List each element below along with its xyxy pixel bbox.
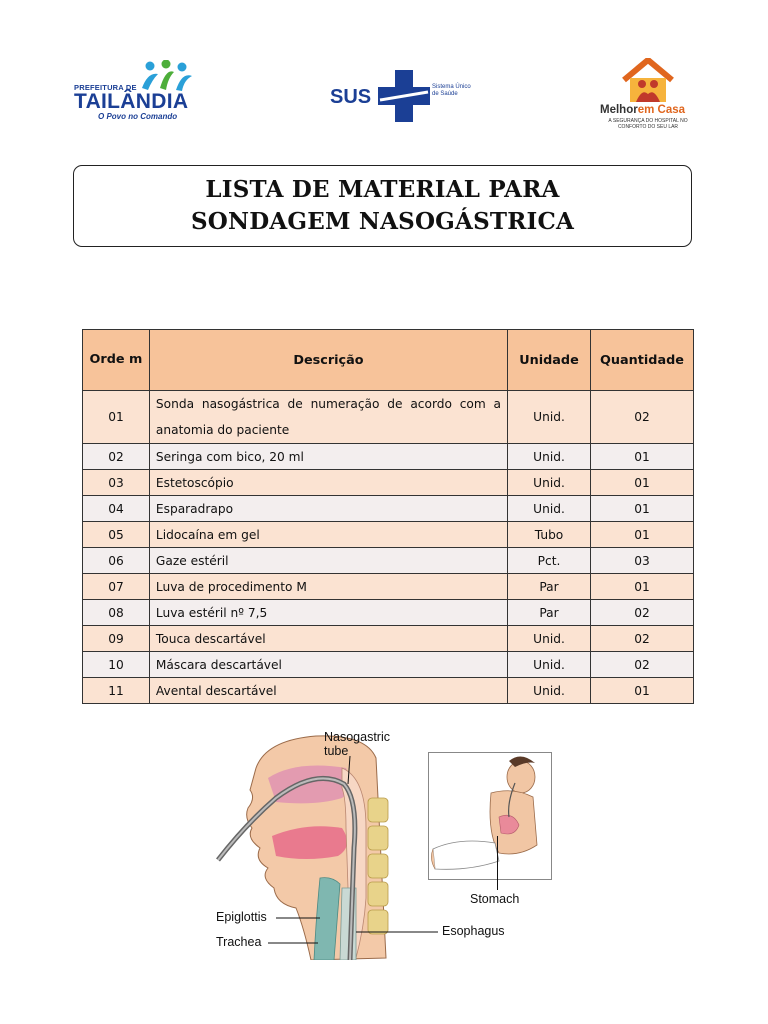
cell-descricao: Sonda nasogástrica de numeração de acordo com a anatomia do paciente [149,391,507,444]
cell-descricao: Luva estéril nº 7,5 [149,600,507,626]
materials-table [82,329,694,704]
cell-ordem: 03 [83,470,150,496]
cell-ordem: 10 [83,652,150,678]
cell-unidade: Pct. [508,548,591,574]
melhor-em-casa-name-part1: Melhor [600,104,638,116]
cell-quantidade: 01 [590,470,693,496]
cell-quantidade: 02 [590,391,693,444]
cell-unidade: Unid. [508,626,591,652]
cell-ordem: 09 [83,626,150,652]
tailandia-name: TAILÂNDIA [74,90,189,113]
cell-ordem: 05 [83,522,150,548]
table-header-row [83,330,694,391]
table-row [83,522,694,548]
header-unidade: Unidade [508,330,591,391]
label-nasogastric-tube: Nasogastric tube [324,730,390,758]
melhor-em-casa-logo [598,58,698,132]
cell-unidade: Tubo [508,522,591,548]
header-descricao: Descrição [149,330,507,391]
house-icon [620,58,676,104]
cell-quantidade: 03 [590,548,693,574]
table-row [83,574,694,600]
cell-descricao: Seringa com bico, 20 ml [149,444,507,470]
cell-unidade: Unid. [508,391,591,444]
cell-quantidade: 01 [590,574,693,600]
table-row [83,391,694,444]
cell-unidade: Unid. [508,470,591,496]
tailandia-logo [72,60,212,122]
table-row [83,678,694,704]
label-trachea: Trachea [216,935,262,949]
cell-quantidade: 02 [590,652,693,678]
sus-logo [328,66,471,122]
cell-ordem: 01 [83,391,150,444]
cell-unidade: Par [508,600,591,626]
cell-ordem: 11 [83,678,150,704]
people-icon [138,60,198,94]
cell-descricao: Luva de procedimento M [149,574,507,600]
cell-ordem: 07 [83,574,150,600]
label-epiglottis: Epiglottis [216,910,267,924]
header-quantidade: Quantidade [590,330,693,391]
table-row [83,626,694,652]
cell-descricao: Gaze estéril [149,548,507,574]
cell-descricao: Esparadrapo [149,496,507,522]
cell-descricao: Lidocaína em gel [149,522,507,548]
title-line-1: LISTA DE MATERIAL PARA [205,176,560,203]
cell-ordem: 06 [83,548,150,574]
cross-icon [378,70,430,122]
tailandia-slogan: O Povo no Comando [98,112,178,121]
label-stomach: Stomach [470,892,520,906]
sus-subtitle: Sistema Único de Saúde [432,84,471,97]
table-row [83,496,694,522]
melhor-em-casa-name-part2: em Casa [637,104,686,116]
table-row [83,444,694,470]
patient-illustration [428,752,552,880]
cell-quantidade: 01 [590,444,693,470]
cell-descricao: Máscara descartável [149,652,507,678]
stomach-pointer-line [497,836,498,890]
cell-quantidade: 02 [590,600,693,626]
cell-descricao: Touca descartável [149,626,507,652]
title-line-2: SONDAGEM NASOGÁSTRICA [190,208,575,235]
cell-unidade: Unid. [508,652,591,678]
cell-quantidade: 01 [590,496,693,522]
cell-unidade: Unid. [508,444,591,470]
tailandia-prefix: PREFEITURA DE [74,83,137,92]
table-row [83,470,694,496]
cell-ordem: 02 [83,444,150,470]
cell-unidade: Par [508,574,591,600]
melhor-em-casa-name [600,104,685,116]
header-ordem: Orde m [83,330,150,391]
cell-quantidade: 02 [590,626,693,652]
cell-ordem: 04 [83,496,150,522]
cell-ordem: 08 [83,600,150,626]
cell-descricao: Estetoscópio [149,470,507,496]
cell-descricao: Avental descartável [149,678,507,704]
label-esophagus: Esophagus [442,924,505,938]
cell-quantidade: 01 [590,678,693,704]
table-row [83,548,694,574]
sus-name: SUS [330,86,372,108]
patient-drawing [429,753,551,879]
cell-quantidade: 01 [590,522,693,548]
table-row [83,652,694,678]
page-title [73,165,692,247]
cell-unidade: Unid. [508,678,591,704]
melhor-em-casa-tagline: A SEGURANÇA DO HOSPITAL NO CONFORTO DO SEU LAR [608,118,688,130]
cell-unidade: Unid. [508,496,591,522]
table-row [83,600,694,626]
